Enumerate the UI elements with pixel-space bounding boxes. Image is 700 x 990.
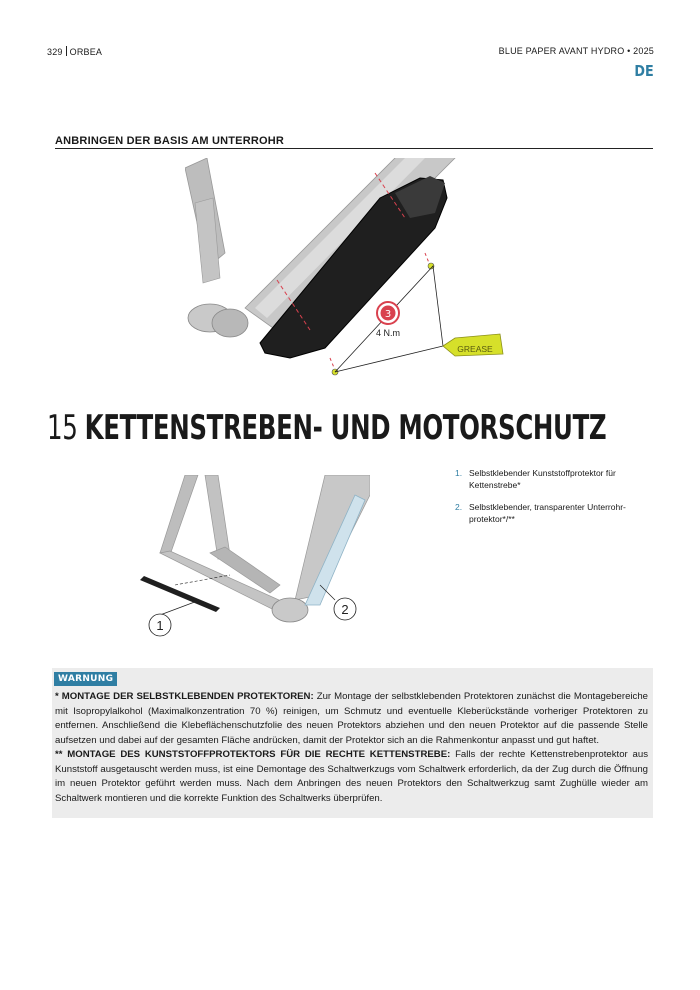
screw-guide-4 xyxy=(330,358,335,370)
warning-p1-heading: * MONTAGE DER SELBSTKLEBENDEN PROTEKTOREN: xyxy=(55,691,314,702)
header-divider xyxy=(66,46,67,56)
subsection-heading: ANBRINGEN DER BASIS AM UNTERROHR xyxy=(55,135,285,147)
section-title xyxy=(47,408,606,448)
part-label: Selbstklebender, transparenter Unterrohr-protektor*/** xyxy=(469,502,626,524)
heading-rule xyxy=(55,148,653,149)
seat-tube-shape xyxy=(205,475,230,559)
seat-stay-shape xyxy=(160,475,198,555)
warning-p2-heading: ** MONTAGE DES KUNSTSTOFFPROTEKTORS FÜR DIE RECHTE KETTENSTREBE: xyxy=(55,749,451,760)
chainstay-protector-figure xyxy=(130,475,370,645)
warning-paragraph-1 xyxy=(55,690,648,748)
grease-leader-bottom xyxy=(335,346,443,372)
page-header-left xyxy=(47,46,102,57)
warning-p2-body: Falls der rechte Kettenstrebenprotektor aus Kunststoff ausgetauscht werden muss, ist eine Demontage des Schaltwerkzugs vom Schaltwerk erforderlich, da der Zug durch die Öffnung im neuen Protektor geführt werden muss. Nach dem Anbringen des neuen Protektors den Schaltwerkzug samt Zughülle wieder am Schaltwerk montieren und die korrekte Funktion des Schaltwerks überprüfen. xyxy=(55,749,648,804)
callout-2: 2 xyxy=(341,602,349,617)
parts-list xyxy=(455,467,655,535)
torque-value: 4 N.m xyxy=(375,328,401,338)
warning-p1-body: Zur Montage der selbstklebenden Protektoren zunächst die Montagebereiche mit Isopropylalkohol (Maximalkonzentration 70 %) reinigen, um Schmutz und eventuelle Kleberückstände vorheriger Protektoren zu entfernen. Anschließend die Klebeflächenschutzfolie des neuen Protektors abziehen und den neuen Protektor auf die passende Stelle aufsetzen und dabei auf der gesamten Fläche andrücken, damit der Protektor sich an die Rahmenkontur anpasst und gut haftet. xyxy=(55,691,649,746)
section-title-text: KETTENSTREBEN- UND MOTORSCHUTZ xyxy=(84,408,607,448)
document-title: BLUE PAPER AVANT HYDRO • 2025 xyxy=(498,46,654,56)
warning-paragraph-2 xyxy=(55,748,648,806)
bottom-bracket-shape xyxy=(272,598,308,622)
leader-line-1 xyxy=(160,600,200,615)
page-number: 329 xyxy=(47,47,63,57)
downtube-base-figure xyxy=(185,158,515,388)
list-item xyxy=(455,467,655,491)
warning-badge: WARNUNG xyxy=(54,672,117,686)
callout-1: 1 xyxy=(156,618,164,633)
downtube-shape xyxy=(295,475,370,600)
part-number: 1. xyxy=(455,468,463,478)
grease-label: GREASE xyxy=(457,344,493,354)
language-code: DE xyxy=(634,62,654,80)
brand-name: ORBEA xyxy=(69,47,103,57)
chainstay-protector-part xyxy=(140,576,220,612)
bb-shell-shape xyxy=(212,309,248,337)
part-number: 2. xyxy=(455,502,463,512)
warning-text xyxy=(55,690,648,806)
list-item xyxy=(455,501,655,525)
part-label: Selbstklebender Kunststoffprotektor für Kettenstrebe* xyxy=(469,468,616,490)
torque-callout-number: 3 xyxy=(384,309,392,320)
section-number: 15 xyxy=(47,408,78,448)
